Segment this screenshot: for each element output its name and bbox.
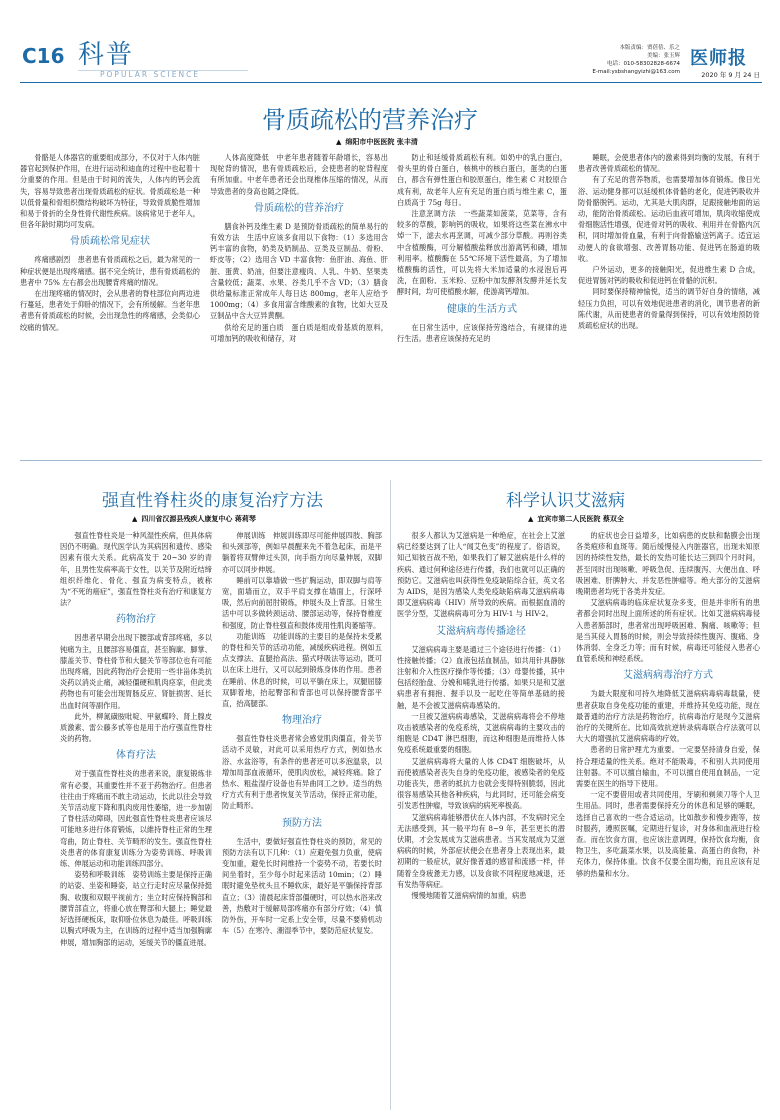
article3-column-1 <box>397 530 565 1110</box>
article2-column-1 <box>60 530 212 1110</box>
article1-column-4 <box>578 152 760 448</box>
paragraph: 人体高度降低 中老年患者随着年龄增长，容易出现驼背的情况，患有骨质疏松后，会使患者的驼背程度有所加重。中老年患者还会出现椎体压缩的情况，从而导致患者的身高也随之降低。 <box>210 153 388 196</box>
article1-column-1 <box>20 152 200 448</box>
subheading: 艾滋病病毒治疗方式 <box>623 670 713 682</box>
paragraph: 在日常生活中，应该保持劳逸结合，有规律的进行生活。患者应该保持充足的 <box>397 322 567 343</box>
paragraph: 户外运动，更多的接触阳光，促进维生素 D 合成，促进胃肠对钙的吸收和促进钙在骨骼的沉积。 <box>578 265 760 286</box>
triangle-icon: ▲ <box>528 515 534 523</box>
paragraph: 患者的日常护理尤为重要。一定要坚持清身自爱，保持合理适量的性关系。绝对不能吸毒，不和别人共同使用注射器。不可以擅自输血，不可以擅自使用血制品，一定需要在医生的指导下使用。 <box>576 745 760 789</box>
masthead <box>0 0 780 90</box>
subheading: 体育疗法 <box>116 750 156 762</box>
page-number: C16 <box>22 44 65 68</box>
article1-column-2 <box>210 152 388 448</box>
paragraph: 膳食补钙及维生素 D 是预防骨质疏松的简单易行的有效方法 生活中应该多食用以下食物：（1）多选用含钙丰富的食物，奶类及奶制品、豆类及豆制品、骨粉、虾皮等；（2）选用含 VD 丰富食物：鱼肝油、海鱼、肝脏、蛋黄、奶油，但要注意瘦肉、人乳、牛奶、坚果类含量较低；蔬菜、水果、谷类几乎不含 VD；（3）膳食供给量标准正常成年人每日达 800mg，老年人应给予 1000mg；（4）多食用富含维酸素的食物，比如大豆及豆制品中含大豆异黄酮。 <box>210 221 388 321</box>
paragraph: 此外，柳氮磺胺吡啶、甲氨蝶呤、肾上腺皮质激素、雷公藤多甙等也是用于治疗强直性脊柱炎的药物。 <box>60 711 212 744</box>
triangle-icon: ▲ <box>132 515 138 523</box>
paragraph: 很多人都认为艾滋病是一种绝症，在社会上艾滋病已经要达到了让人“闻艾色变”的程度了。俗语说，知己知彼百战不殆，如果我们了解艾滋病是什么样的疾病、通过何种途径进行传播，我们也就可以正确的预防它。艾滋病也叫获得性免疫缺陷综合征，英文名为 AIDS，是因为感染人类免疫缺陷病毒艾滋病病毒即艾滋病病毒（HIV）所导致的疾病。而根据血清的医学分型，艾滋病病毒可分为 HIV-1 与 HIV-2。 <box>397 531 565 619</box>
subheading: 物理治疗 <box>282 715 322 727</box>
newspaper-logo: 医师报 <box>690 48 747 69</box>
email-line: E-mail:ysbshangyizhi@163.com <box>592 69 680 75</box>
article3-title: 科学认识艾滋病 <box>506 491 625 511</box>
paragraph: 睡前可以靠墙做一些扩胸运动，即双脚与肩等宽，面墙而立，双手平肩支撑在墙面上，行深呼吸，然后向前屈肘锻炼，伸展头及上背部。日常生活中可以多做转颈运动、腰部运动等，保持脊椎度和强度，防止脊柱强直和鼓体废用性肌肉萎缩等。 <box>222 575 382 630</box>
subheading: 骨质疏松的营养治疗 <box>254 202 344 214</box>
paragraph: 慢慢地随着艾滋病病情的加重，病患 <box>411 891 527 901</box>
article2-column-2 <box>222 530 382 1110</box>
subheading: 药物治疗 <box>116 614 156 626</box>
paragraph: 功能训练 功能训练的主要目的是保持未受累的脊柱和关节的活动功能，减缓疾病进程。例如五点支撑法、直腿抬高法、猫式呼吸法等运动，既可以在床上进行，又可以起到锻炼身体的作用。患者在睡前、休息的时候，可以平躺在床上，双腿屈膝双脚着地，抬起臀部和背部也可以保持腰背部平直，抬高腿部。 <box>222 631 382 709</box>
column-divider <box>390 480 391 1110</box>
paragraph: 的症状也会日益增多，比如病患的皮肤和黏膜会出现各类疱疹和血斑等。随后缓慢侵入内脏器官，出现未知原因的持续性发热，最长的发热可能长达三到四个月时间，甚至同时出现咳嗽、呼吸急促、连续腹泻、大便出血、呼吸困难、肝脾肿大、并发恶性肿瘤等。绝大部分的艾滋病晚期患者均死于各类并发症。 <box>576 531 760 597</box>
paragraph: 对于强直性脊柱炎的患者来说，康复锻炼非常有必要，其重要性并不亚于药物治疗。但患者往往由于疼痛而不敢主动运动，长此以往会导致关节活动度下降和肌肉废用性萎缩，进一步加剧了脊柱活动障碍，因此强直性脊柱炎患者应该尽可能地多进行体育锻炼，以維持脊柱正常的生理弯曲，防止脊柱、关节畸形的发生。强直性脊柱炎患者的体育康复训练分为姿势训练、呼吸训练、伸展运动和功能训练四部分。 <box>60 769 212 869</box>
paragraph: 生活中，要做好强直性脊柱炎的预防，常见的预防方法有以下几种：（1）应避免强力负重，使病变加重，避免长时间维持一个姿势不动，若要长时间坐着时，至少每小时起来活动 10min；（2）睡眠时避免垫枕头且不睡软床，最好是平躺保持背部直立；（3）清晨起床背部僵硬时，可以热水浴来改善，热敷对于缓解局部疼痛亦有部分疗效；（4）慎防外伤，开车时一定系上安全带，尽量不要骑机动车（5）在寒冷、潮湿季节中，要防范症状复发。 <box>222 836 382 936</box>
section-divider <box>20 460 762 461</box>
paragraph: 一旦被艾滋病病毒感染，艾滋病病毒将会不停地攻击被感染者的免疫系统，艾滋病病毒的主要攻击的细胞是 CD4T 淋巴细胞，而这种细胞是而维持人体免疫系统最重要的细胞。 <box>397 711 565 755</box>
paragraph: 艾滋病病毒主要是通过三个途径进行传播：（1）性接触传播；（2）血液包括血制品，如共用针具静脉注射和介入性医疗操作等传播；（3）母婴传播，其中包括经胎盘、分娩和哺乳进行传播。如果只是和艾滋病患者有拥抱、握手以及一起吃住等简单基础的接触，是不会被艾滋病病毒感染的。 <box>397 644 565 710</box>
subheading: 预防方法 <box>282 817 322 829</box>
publication-date: 2020 年 9 月 24 日 <box>701 71 760 79</box>
paragraph: 一定不要借用或者共同使用，牙刷和剃须刀等个人卫生用品。同时，患者需要保持充分的休息和足够的睡眠，选择自己喜欢的一些合适运动，比如散步和慢步跑等，按时服药，遵照医嘱，定期进行复诊，对身体和血液进行检查。而在饮食方面，也应该注意调理，保持饮食均衡，食物卫生，多吃蔬菜水果，以及高能量、高蛋白的食物，补充体力，保持体重。饮食不仅要全面均衡，而且应该有足够的热量和水分。 <box>576 790 760 878</box>
paragraph: 艾滋病病毒将大量的人体 CD4T 细胞破坏，从而使被感染者丧失自身的免疫功能，被感染者的免疫功能丧失，患者的抵抗力也就会变得特别脆弱，因此很容易感染其他各种疾病，与此同时，还可能会病变引发恶性肿瘤，导致该病的病死率极高。 <box>397 756 565 811</box>
paragraph: 睡眠，会使患者体内的激素得到均衡的发展，有利于患者改善骨质疏松的情况。 <box>578 153 760 174</box>
paragraph: 强直性脊柱炎患者常会感觉肌肉僵直，骨关节活动不灵敏，对此可以采用热疗方式，例如热水浴、水盆浴等，有条件的患者还可以多泡温泉，以增加局部血液循环，使肌肉放松，减轻疼痛。除了热水、粗盐湿疗设备也有异曲同工之妙。适当的热疗方式有利于患者恢复关节活动，保持正常功能，防止畸形。 <box>222 734 382 811</box>
paragraph: 因患者早期会出现下腰部或背部疼痛，多以钝痛为主，且腰部容易僵直，甚至胸廓、脚掌、膝盖关节、脊柱骨节和大腿关节等部位也有可能出现疼痛，因此药物治疗会使用一些非甾体类抗炎药以消炎止痛，减轻僵硬和肌肉痉挛，但此类药物也有可能会出现胃肠反应、肾脏损害、延长出血时间等副作用。 <box>60 633 212 710</box>
paragraph: 艾滋病病毒能够潜伏在人体内部，不发病时完全无法感受到，其一般平均有 8~9 年，甚至更长的潜伏期，才会发展成为艾滋病患者。当其发展成为艾滋病病的时候，外部症状便会在患者身上表现出来，最初期的一般症状，就好像普通的感冒和流感一样，伴随着全身疲惫无力感，以及食欲不同程度地减退，还有发热等病症。 <box>397 812 565 889</box>
paragraph: 伸展训练 伸展训练即尽可能伸展四肢、胸部和头颈部等，例如早晨醒来先不着急起床，而是平躺着将双臂伸过头顶，向手指方向尽量伸展，双脚亦可以同步伸展。 <box>222 531 382 574</box>
paragraph: 为最大限度和可持久地降低艾滋病病毒病毒载量，使患者获取自身免疫功能的重建，并维持其免疫功能，现在最普通的治疗方法是药物治疗，抗病毒治疗是现今艾滋病治疗的关键所在。比如高效抗逆转录病毒联合疗法就可以大大的增强抗艾滋病病毒的疗效。 <box>576 689 760 744</box>
subheading: 健康的生活方式 <box>447 303 517 315</box>
article1-title: 骨质疏松的营养治疗 <box>262 106 478 134</box>
article1-author: 绵阳市中医医院 张丰清 <box>345 138 418 146</box>
article1-byline <box>336 137 418 147</box>
article1-column-3 <box>397 152 567 448</box>
article3-column-2 <box>576 530 760 1110</box>
paragraph: 供给充足的蛋白质 蛋白质是组成骨基质的原料，可增加钙的吸收和储存，对 <box>210 322 388 343</box>
phone-line: 电话：010-58302828-6674 <box>607 61 680 67</box>
triangle-icon: ▲ <box>336 138 342 146</box>
paragraph: 同时要保持精神愉悦，适当的调节好自身的情绪，减轻压力负担，可以有效地促进患者的消化，调节患者的新陈代谢，从而使患者的骨量得到保持，可以有效地预防骨质疏松症状的出现。 <box>578 287 760 331</box>
paragraph: 艾滋病病毒的临床症状复杂多变，但是并非所有的患者都会同时出现上面所述的所有症状。比如艾滋病病毒侵入患者肺部时，患者常出现呼吸困难、胸痛、咳嗽等；但是当其侵入胃肠的时候，则会导致持续性腹泻、腹痛、身体消弱、全身乏力等；而有时候，病毒还可能侵入患者心血管系统和神经系统。 <box>576 598 760 664</box>
designer-line: 美编：张玉辉 <box>646 53 680 59</box>
paragraph: 防止和延缓骨质疏松有利。如奶中的乳白蛋白，骨头里的骨白蛋白，核桃中的核白蛋白，蛋类的白蛋白，都含有弹性蛋白和胶原蛋白，维生素 C 对胶原合成有利，故老年人应有充足的蛋白质与维生素 C，蛋白质高于 75g 每日。 <box>397 153 567 207</box>
editor-line: 本版责编：贾蓓蓓、乐之 <box>619 45 680 51</box>
article2-title: 强直性脊柱炎的康复治疗方法 <box>102 491 323 511</box>
editor-info <box>560 44 680 76</box>
article3-byline <box>528 514 624 524</box>
paragraph: 强直性脊柱炎是一种风湿性疾病，但具体病因仍不明确。现代医学认为其病因和遗传、感染因素有很大关系。此病高发于 20~30 岁的青年，且男性发病率高于女性，以关节及附近结缔组织纤维化、骨化、强直为病变特点，被称为“不死的癌症”，强直性脊柱炎有治疗和康复方法？ <box>60 531 212 608</box>
section-subtitle: POPULAR SCIENCE <box>100 70 201 79</box>
section-title: 科普 <box>78 40 135 70</box>
paragraph: 疼痛感剧烈 患者患有骨质疏松之后，最为常见的一种症状便是出现疼痛感。据不完全统计，患有骨质疏松的患者中 75% 左右都会出现腰背疼痛的情况。 <box>20 255 200 287</box>
article3-author: 宜宾市第二人民医院 蔡双全 <box>537 515 624 523</box>
paragraph: 在出现疼痛的情况时，会从患者的脊柱部位向两边进行蔓延，患者处于仰卧的情况下，会有所缓解。当老年患者患有骨质疏松的时候，会出现急性的疼痛感，会类似心绞痛的情况。 <box>20 289 200 332</box>
paragraph: 有了充足的营养物质，也需要增加体育锻炼。像日光浴、运动健身都可以延缓机体骨骼的老化，促进钙吸收并防骨骼脱钙。运动，尤其是大肌肉群，足跟接触地面的运动，能防治骨质疏松。运动后血液可增加，肌肉收缩使成骨细胞活性增强，促进骨对钙的吸收、利用并在骨骼内沉积，同时增加骨血量，有利于向骨骼输送钙离子。适宜运动便人的食欲增强、改善胃肠功能、促进钙在肠道的吸收。 <box>578 175 760 263</box>
paragraph: 姿势和呼吸训练 姿势训练主要是保持正确的站姿、坐姿和睡姿，站立行走时应尽量保持挺胸、收腹和双眼平视前方；坐立时应保持胸部和腰背部直立，将重心放在臀部和大腿上；睡觉最好选择硬板床，取仰卧位休息为最佳。呼吸训练以胸式呼吸为主，在训练的过程中适当加强胸廓伸展，增加胸部的运动，延缓关节的僵直进展。 <box>60 870 212 947</box>
top-rule <box>20 82 762 83</box>
subheading: 骨质疏松常见症状 <box>70 236 150 248</box>
article2-byline <box>132 514 256 524</box>
subheading: 艾滋病病毒传播途径 <box>436 625 526 637</box>
article2-author: 四川省汉源县残疾人康复中心 蒋莉琴 <box>141 515 256 523</box>
paragraph: 注意烹调方法 一些蔬菜如菠菜，苋菜等，含有较多的草酸，影响钙的吸收，如果将这些菜在沸水中焯一下，滤去水再烹调，可减少部分草酸。再则谷类中含植酸酶，可分解植酸盐释放出游离钙和磷，增加利用率。植酸酶在 55℃环境下活性最高，为了增加植酸酶的活性，可以先将大米加适量的水浸泡后再洗，在面粉、玉米粉、豆粉中加发酵剂发酵并延长发酵时间，均可使植酸水解，使游离钙增加。 <box>397 209 567 297</box>
paragraph: 骨骼是人体器官的重要组成部分，不仅对于人体内脏器官起到保护作用，在进行运动和迪血的过程中也起着十分重要的作用。但是由于时间的流失，人体内的钙会流失，容易导致患者出现骨质疏松的症状。骨质疏松是一种以低骨量和骨组织微结构破坏为特征，导致骨质脆性增加和易于骨折的全身性骨代谢性疾病。该病常见于老年人，但各年龄时期均可发病。 <box>20 153 200 230</box>
